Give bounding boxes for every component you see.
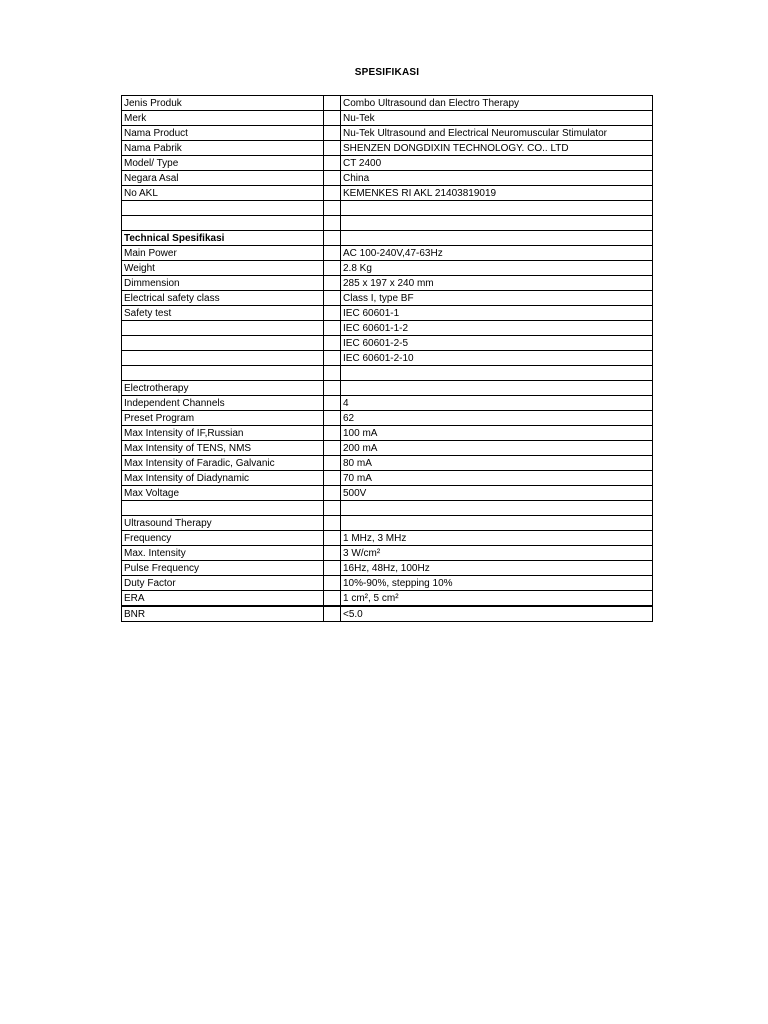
- spec-value: 10%-90%, stepping 10%: [341, 576, 653, 591]
- spec-row: [122, 126, 653, 141]
- spec-row: [122, 351, 653, 366]
- spec-spacer-cell: [324, 111, 341, 126]
- spec-row: [122, 186, 653, 201]
- spec-spacer-cell: [324, 141, 341, 156]
- spec-spacer-cell: [324, 351, 341, 366]
- spec-value: 80 mA: [341, 456, 653, 471]
- spec-label: BNR: [122, 606, 324, 622]
- spec-row: [122, 171, 653, 186]
- spec-value: IEC 60601-2-10: [341, 351, 653, 366]
- spec-spacer-cell: [324, 396, 341, 411]
- spec-spacer-cell: [324, 516, 341, 531]
- spec-value: 500V: [341, 486, 653, 501]
- spec-value: [341, 201, 653, 216]
- spec-row: [122, 336, 653, 351]
- spec-spacer-cell: [324, 546, 341, 561]
- spec-value: 62: [341, 411, 653, 426]
- spec-row: [122, 321, 653, 336]
- spec-value: KEMENKES RI AKL 21403819019: [341, 186, 653, 201]
- spec-value: 1 cm², 5 cm²: [341, 591, 653, 607]
- spec-label: Negara Asal: [122, 171, 324, 186]
- spec-label: Electrotherapy: [122, 381, 324, 396]
- spec-row: [122, 546, 653, 561]
- spec-spacer-cell: [324, 306, 341, 321]
- spec-row: [122, 291, 653, 306]
- spec-value: Combo Ultrasound dan Electro Therapy: [341, 96, 653, 111]
- spec-row: [122, 381, 653, 396]
- spec-value: [341, 231, 653, 246]
- spec-row: [122, 141, 653, 156]
- spec-value: Class I, type BF: [341, 291, 653, 306]
- spec-spacer-cell: [324, 591, 341, 607]
- spec-value: [341, 516, 653, 531]
- spec-label: [122, 321, 324, 336]
- spec-value: <5.0: [341, 606, 653, 622]
- spec-label: Pulse Frequency: [122, 561, 324, 576]
- spec-row: [122, 276, 653, 291]
- spec-value: 100 mA: [341, 426, 653, 441]
- spec-row: [122, 426, 653, 441]
- spec-row: [122, 441, 653, 456]
- spec-value: 1 MHz, 3 MHz: [341, 531, 653, 546]
- spec-row: [122, 591, 653, 607]
- spec-row: [122, 201, 653, 216]
- spec-label: Nama Pabrik: [122, 141, 324, 156]
- spec-spacer-cell: [324, 246, 341, 261]
- spec-label: [122, 216, 324, 231]
- spec-row: [122, 471, 653, 486]
- spec-spacer-cell: [324, 186, 341, 201]
- spec-label: Dimmension: [122, 276, 324, 291]
- spec-value: AC 100-240V,47-63Hz: [341, 246, 653, 261]
- spec-value: 285 x 197 x 240 mm: [341, 276, 653, 291]
- spec-label: Max Intensity of TENS, NMS: [122, 441, 324, 456]
- spec-label: ERA: [122, 591, 324, 607]
- spec-spacer-cell: [324, 456, 341, 471]
- spec-row: [122, 456, 653, 471]
- spec-label: Max Intensity of IF,Russian: [122, 426, 324, 441]
- spec-label: Electrical safety class: [122, 291, 324, 306]
- spec-spacer-cell: [324, 126, 341, 141]
- spec-row: [122, 576, 653, 591]
- spec-label: Max Voltage: [122, 486, 324, 501]
- spec-label: Independent Channels: [122, 396, 324, 411]
- spec-spacer-cell: [324, 231, 341, 246]
- spec-label: [122, 351, 324, 366]
- spec-label: No AKL: [122, 186, 324, 201]
- spec-row: [122, 261, 653, 276]
- spec-spacer-cell: [324, 261, 341, 276]
- spec-row: [122, 561, 653, 576]
- spec-label: Preset Program: [122, 411, 324, 426]
- spec-label: Main Power: [122, 246, 324, 261]
- spec-row: [122, 531, 653, 546]
- spec-spacer-cell: [324, 96, 341, 111]
- spec-label: Frequency: [122, 531, 324, 546]
- spec-label: Nama Product: [122, 126, 324, 141]
- spec-row: [122, 216, 653, 231]
- spec-spacer-cell: [324, 321, 341, 336]
- spec-spacer-cell: [324, 501, 341, 516]
- spec-value: SHENZEN DONGDIXIN TECHNOLOGY. CO.. LTD: [341, 141, 653, 156]
- spec-spacer-cell: [324, 216, 341, 231]
- spec-label: Max. Intensity: [122, 546, 324, 561]
- spec-spacer-cell: [324, 291, 341, 306]
- spec-spacer-cell: [324, 411, 341, 426]
- spec-label: Ultrasound Therapy: [122, 516, 324, 531]
- spec-spacer-cell: [324, 531, 341, 546]
- spec-label: Merk: [122, 111, 324, 126]
- spec-value: 70 mA: [341, 471, 653, 486]
- spec-row: [122, 111, 653, 126]
- spec-row: [122, 411, 653, 426]
- spec-value: 200 mA: [341, 441, 653, 456]
- spec-value: 3 W/cm²: [341, 546, 653, 561]
- spec-spacer-cell: [324, 471, 341, 486]
- spec-spacer-cell: [324, 426, 341, 441]
- specification-table: [121, 95, 653, 622]
- spec-spacer-cell: [324, 336, 341, 351]
- spec-row: [122, 606, 653, 622]
- spec-value: 16Hz, 48Hz, 100Hz: [341, 561, 653, 576]
- spec-label: [122, 501, 324, 516]
- spec-row: [122, 486, 653, 501]
- spec-value: IEC 60601-2-5: [341, 336, 653, 351]
- spec-label: Technical Spesifikasi: [122, 231, 324, 246]
- spec-value: 4: [341, 396, 653, 411]
- spec-label: [122, 366, 324, 381]
- spec-spacer-cell: [324, 171, 341, 186]
- spec-row: [122, 306, 653, 321]
- spec-label: Safety test: [122, 306, 324, 321]
- spec-value: 2.8 Kg: [341, 261, 653, 276]
- spec-spacer-cell: [324, 201, 341, 216]
- spec-row: [122, 396, 653, 411]
- spec-label: Max Intensity of Faradic, Galvanic: [122, 456, 324, 471]
- spec-row: [122, 246, 653, 261]
- spec-label: Max Intensity of Diadynamic: [122, 471, 324, 486]
- spec-value: IEC 60601-1-2: [341, 321, 653, 336]
- spec-value: [341, 366, 653, 381]
- spec-value: [341, 216, 653, 231]
- spec-value: [341, 501, 653, 516]
- spec-label: Duty Factor: [122, 576, 324, 591]
- spec-spacer-cell: [324, 156, 341, 171]
- spec-row: [122, 501, 653, 516]
- spec-value: Nu-Tek Ultrasound and Electrical Neuromuscular Stimulator: [341, 126, 653, 141]
- spec-spacer-cell: [324, 486, 341, 501]
- spec-label: Weight: [122, 261, 324, 276]
- spec-spacer-cell: [324, 441, 341, 456]
- spec-label: [122, 201, 324, 216]
- spec-label: Jenis Produk: [122, 96, 324, 111]
- spec-spacer-cell: [324, 381, 341, 396]
- spec-row: [122, 366, 653, 381]
- spec-value: Nu-Tek: [341, 111, 653, 126]
- spec-row: [122, 516, 653, 531]
- spec-spacer-cell: [324, 606, 341, 622]
- spec-value: China: [341, 171, 653, 186]
- spec-value: [341, 381, 653, 396]
- spec-row: [122, 96, 653, 111]
- spec-row: [122, 231, 653, 246]
- document-title: SPESIFIKASI: [354, 67, 420, 78]
- spec-spacer-cell: [324, 561, 341, 576]
- spec-row: [122, 156, 653, 171]
- spec-label: [122, 336, 324, 351]
- spec-value: IEC 60601-1: [341, 306, 653, 321]
- spec-label: Model/ Type: [122, 156, 324, 171]
- spec-spacer-cell: [324, 366, 341, 381]
- spec-spacer-cell: [324, 576, 341, 591]
- specification-table-body: [122, 96, 653, 622]
- spec-value: CT 2400: [341, 156, 653, 171]
- spec-spacer-cell: [324, 276, 341, 291]
